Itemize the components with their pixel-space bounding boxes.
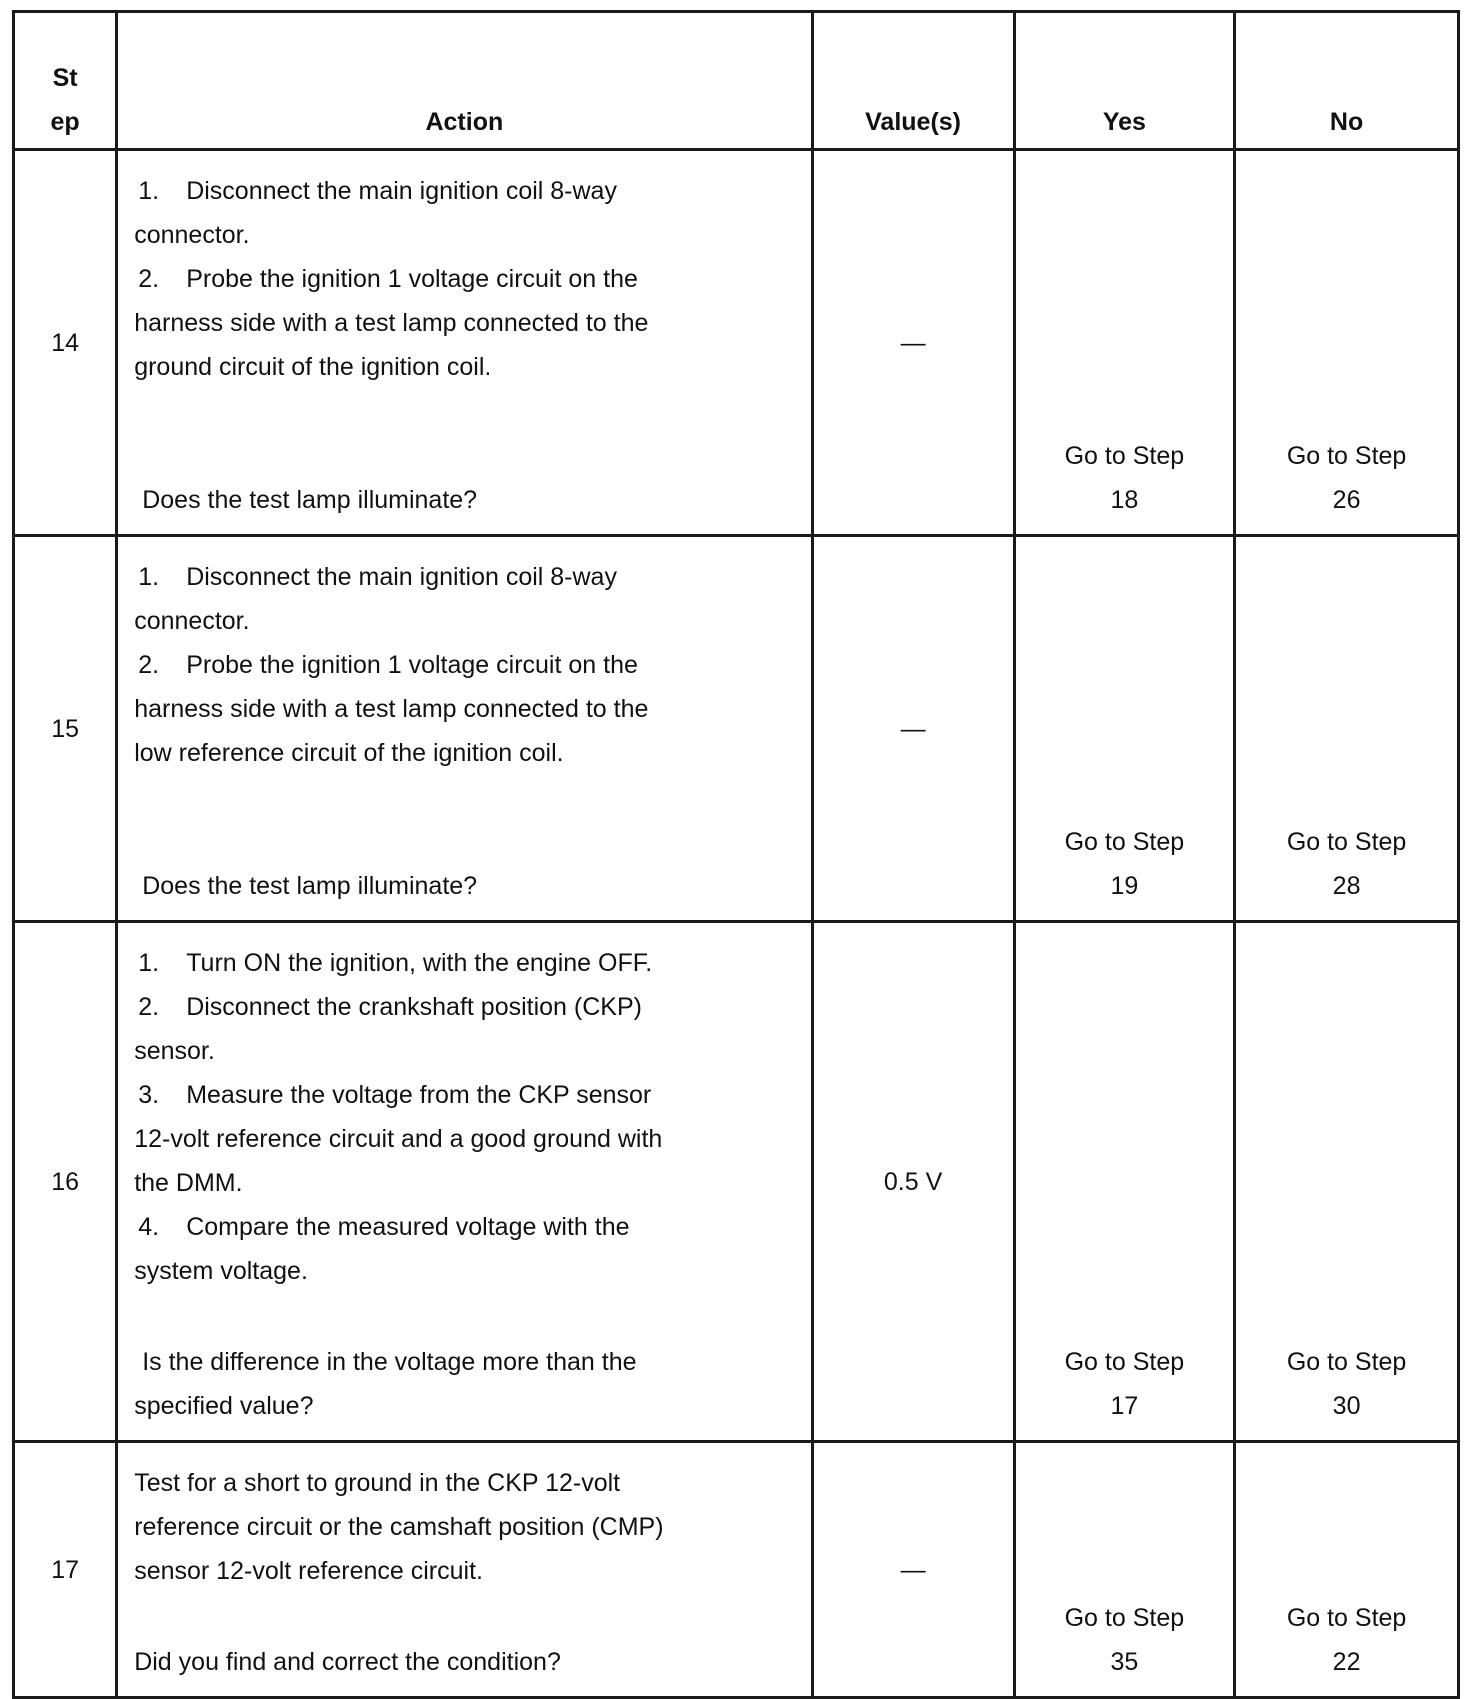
step-number: 17 (14, 1442, 117, 1698)
yes-cell: Go to Step 17 (1014, 922, 1235, 1442)
action-header: Action (117, 12, 812, 150)
step-number: 14 (14, 150, 117, 536)
action-item: 2. Probe the ignition 1 voltage circuit on the (138, 651, 638, 679)
value-cell: — (812, 150, 1014, 536)
step-number: 16 (14, 922, 117, 1442)
no-cell: Go to Step 26 (1235, 150, 1459, 536)
action-item: 2. Probe the ignition 1 voltage circuit on the (138, 265, 638, 293)
action-cell: Test for a short to ground in the CKP 12-volt reference circuit or the camshaft position (CMP) sensor 12-volt reference circuit. Did you find and correct the condition? (117, 1442, 812, 1698)
action-item: 1. Disconnect the main ignition coil 8-way (138, 177, 617, 205)
step-header: St ep (14, 12, 117, 150)
header-row (14, 12, 1459, 150)
question: Does the test lamp illuminate? (142, 486, 478, 514)
action-cell: 1. Turn ON the ignition, with the engine OFF. 2. Disconnect the crankshaft position (CKP) sensor. 3. Measure the voltage from the CKP sensor 12-volt reference circuit and a good ground with the DMM. 4. Compare the measured voltage with the system voltage. Is the difference in the voltage more than the specified value? (117, 922, 812, 1442)
yes-cell: Go to Step 35 (1014, 1442, 1235, 1698)
action-cell: 1. Disconnect the main ignition coil 8-way connector. 2. Probe the ignition 1 voltage circuit on the harness side with a test lamp connected to the low reference circuit of the ignition coil. Does the test lamp illuminate? (117, 536, 812, 922)
step-number: 15 (14, 536, 117, 922)
action-item: 1. Turn ON the ignition, with the engine OFF. (138, 949, 653, 977)
yes-cell: Go to Step 19 (1014, 536, 1235, 922)
no-header: No (1235, 12, 1459, 150)
action-item: 3. Measure the voltage from the CKP sensor (138, 1081, 652, 1109)
action-item: 4. Compare the measured voltage with the (138, 1213, 630, 1241)
table-row (14, 150, 1459, 536)
table-row (14, 1442, 1459, 1698)
value-cell: 0.5 V (812, 922, 1014, 1442)
table-row (14, 536, 1459, 922)
no-cell: Go to Step 30 (1235, 922, 1459, 1442)
question: Does the test lamp illuminate? (142, 872, 478, 900)
value-cell: — (812, 1442, 1014, 1698)
diagnostic-table (12, 10, 1460, 1699)
table-row (14, 922, 1459, 1442)
no-cell: Go to Step 22 (1235, 1442, 1459, 1698)
no-cell: Go to Step 28 (1235, 536, 1459, 922)
values-header: Value(s) (812, 12, 1014, 150)
action-item: 2. Disconnect the crankshaft position (CKP) (138, 993, 642, 1021)
question: Is the difference in the voltage more than the specified value? (134, 1348, 637, 1420)
value-cell: — (812, 536, 1014, 922)
action-cell: 1. Disconnect the main ignition coil 8-way connector. 2. Probe the ignition 1 voltage circuit on the harness side with a test lamp connected to the ground circuit of the ignition coil. Does the test lamp illuminate? (117, 150, 812, 536)
yes-header: Yes (1014, 12, 1235, 150)
question: Did you find and correct the condition? (134, 1648, 561, 1676)
yes-cell: Go to Step 18 (1014, 150, 1235, 536)
action-item: 1. Disconnect the main ignition coil 8-way (138, 563, 617, 591)
